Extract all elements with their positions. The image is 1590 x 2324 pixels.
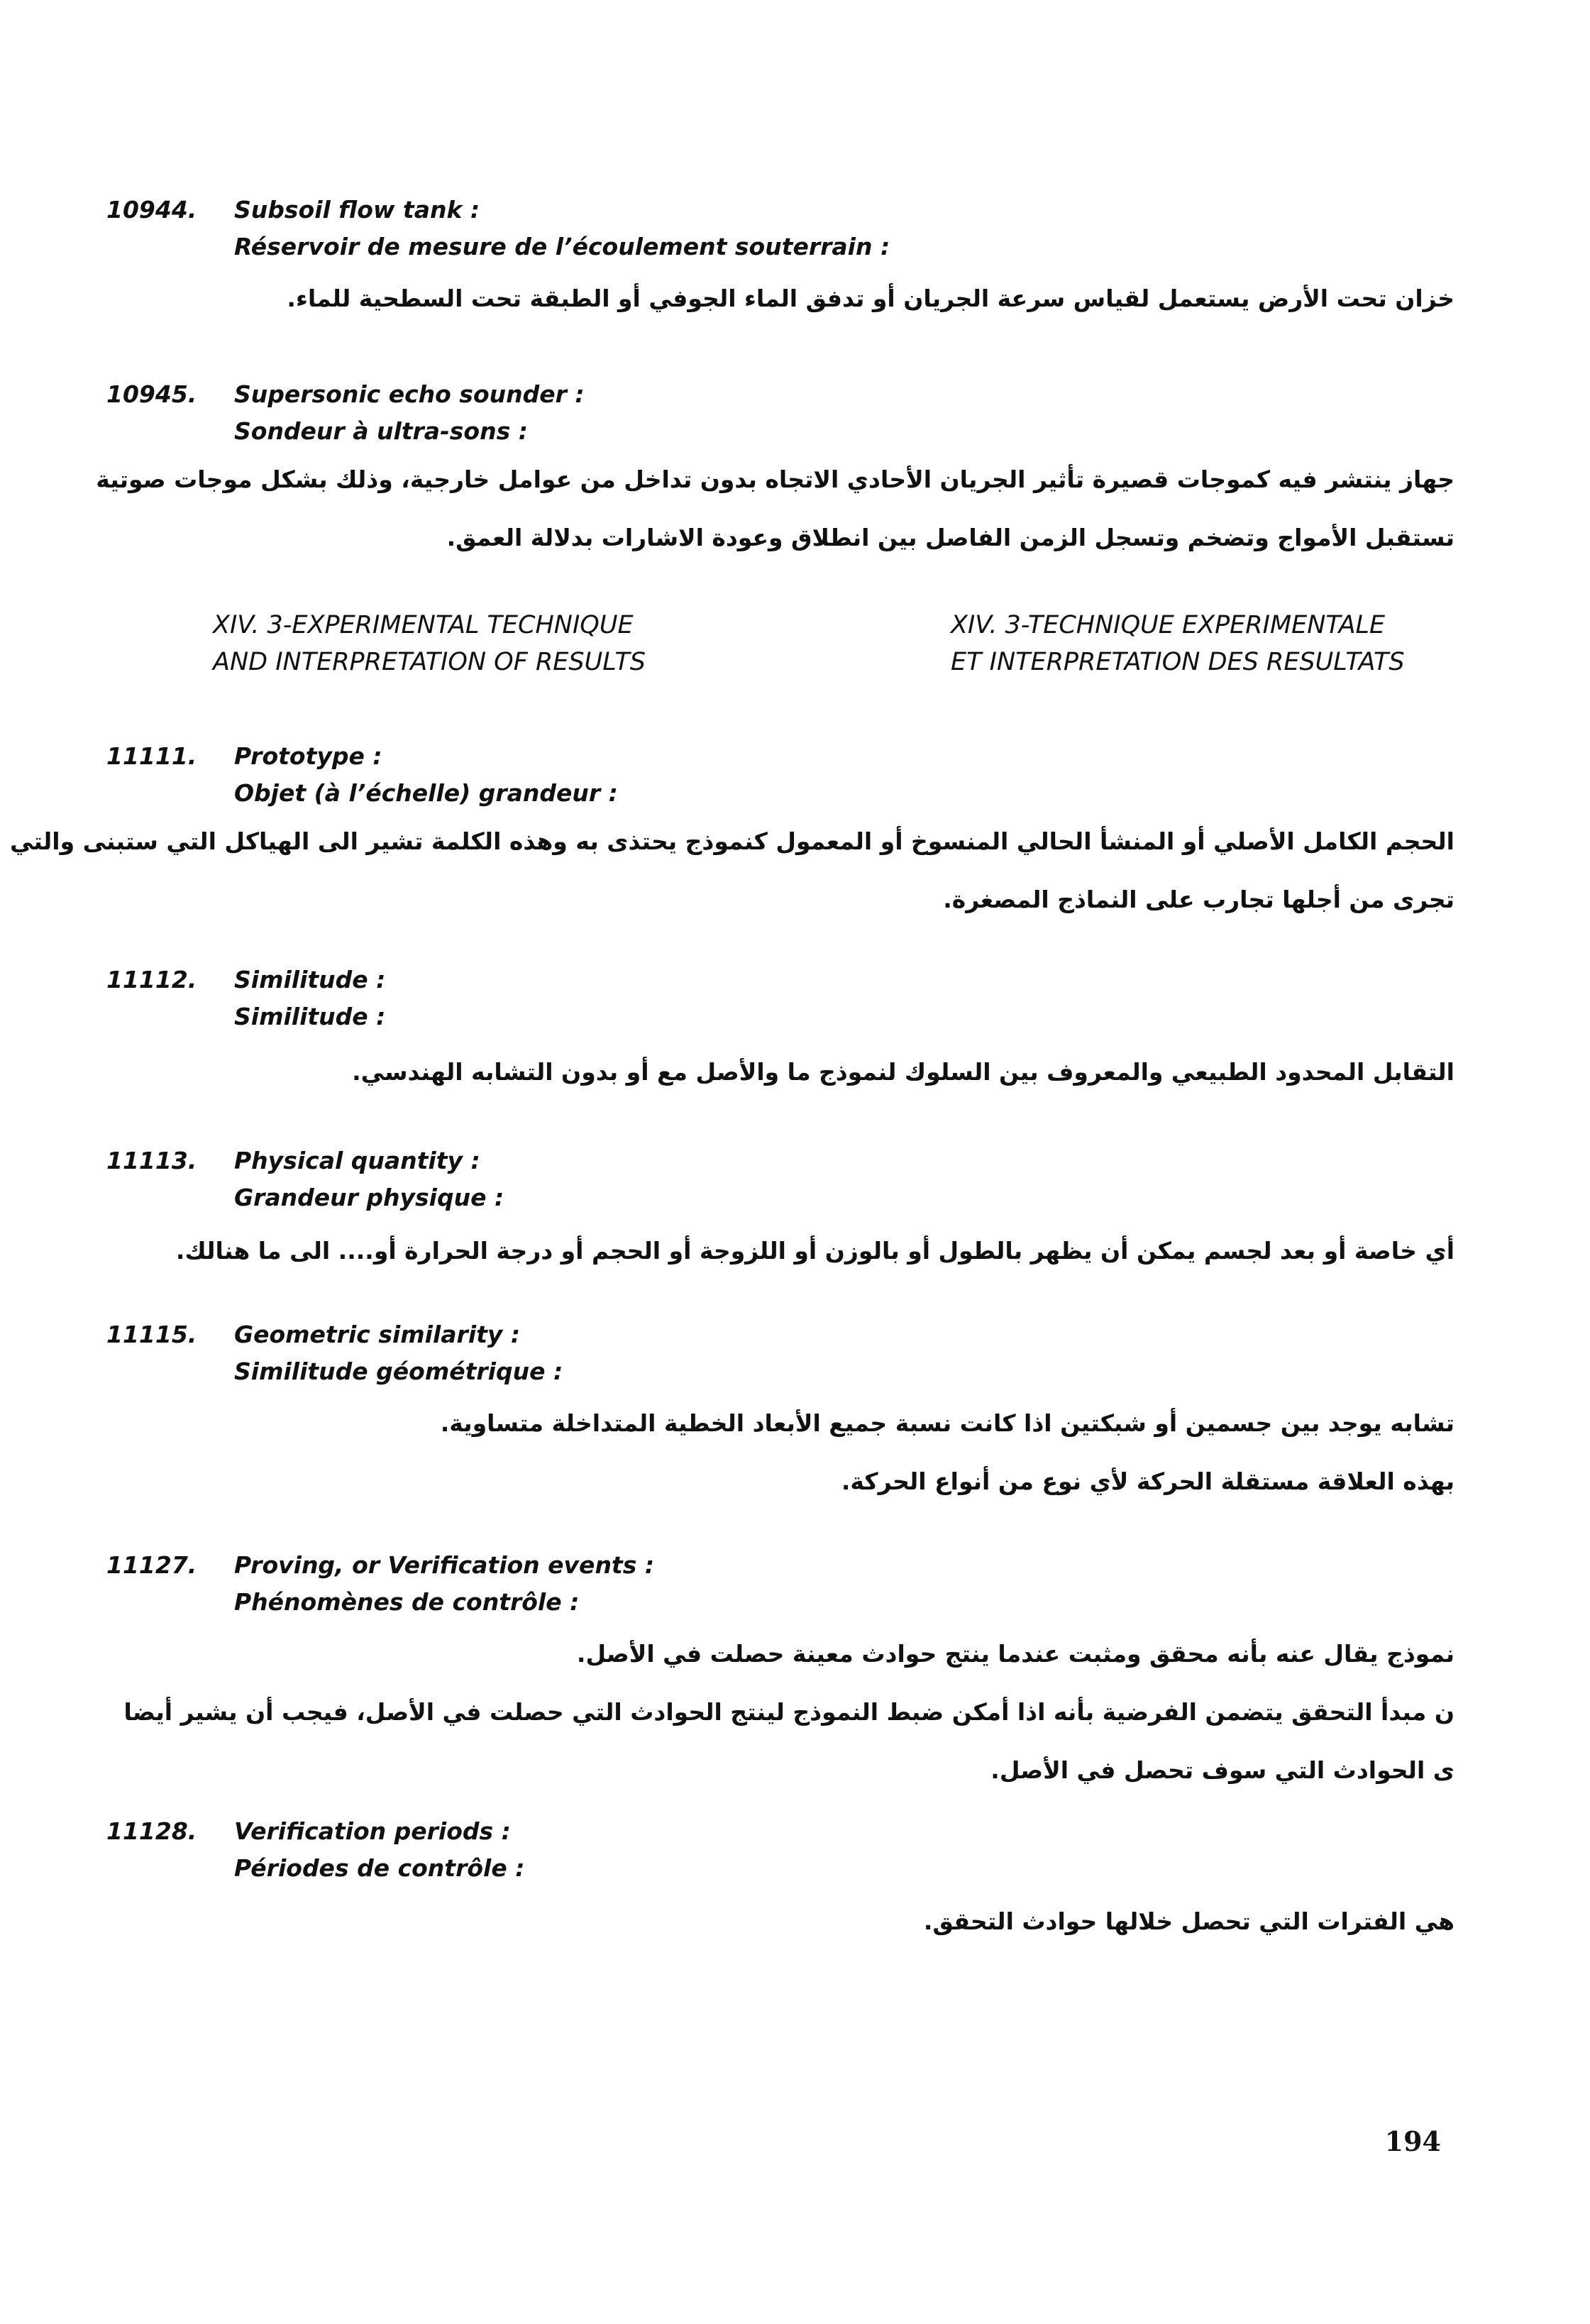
term-french: Similitude : (234, 1003, 386, 1030)
glossary-entry (106, 1316, 1454, 1515)
arabic-line: ى الحوادث التي سوف تحصل في الأصل. (990, 1756, 1454, 1784)
entry-number: 11111. (106, 742, 197, 770)
arabic-definition (10, 813, 1454, 929)
arabic-line: نموذج يقال عنه بأنه محقق ومثبت عندما ينتج حوادث معينة حصلت في الأصل. (576, 1640, 1454, 1668)
arabic-definition (123, 1625, 1454, 1800)
term-english: Verification periods : (234, 1817, 511, 1845)
section-heading-line: ET INTERPRETATION DES RESULTATS (951, 648, 1405, 676)
arabic-line: خزان تحت الأرض يستعمل لقياس سرعة الجريان أو تدفق الماء الجوفي أو الطبقة تحت السطحية للماء. (287, 285, 1454, 312)
entry-number: 11128. (106, 1817, 197, 1845)
arabic-definition (96, 451, 1454, 567)
term-french: Objet (à l’échelle) grandeur : (234, 779, 618, 807)
term-english: Prototype : (234, 742, 382, 770)
term-french: Similitude géométrique : (234, 1357, 563, 1385)
section-heading-line: XIV. 3-EXPERIMENTAL TECHNIQUE (213, 611, 634, 639)
arabic-line: تستقبل الأمواج وتضخم وتسجل الزمن الفاصل بين انطلاق وعودة الاشارات بدلالة العمق. (446, 524, 1454, 551)
arabic-definition (924, 1893, 1454, 1951)
entry-terms (234, 376, 585, 450)
entry-terms (234, 1547, 654, 1621)
term-french: Périodes de contrôle : (234, 1854, 525, 1882)
page-number: 194 (1384, 2125, 1441, 2157)
entry-terms (234, 962, 385, 1035)
glossary-entry (106, 192, 1454, 334)
section-heading-french (951, 607, 1405, 681)
entry-terms (234, 1813, 524, 1887)
entry-number: 10945. (106, 380, 197, 408)
arabic-definition (287, 270, 1454, 328)
entry-terms (234, 192, 890, 265)
glossary-entry (106, 962, 1454, 1103)
arabic-line: جهاز ينتشر فيه كموجات قصيرة تأثير الجريان الأحادي الاتجاه بدون تداخل من عوامل خارجية، وذلك بشكل موجات صوتية (96, 466, 1454, 493)
section-heading-english (213, 607, 646, 681)
arabic-line: أي خاصة أو بعد لجسم يمكن أن يظهر بالطول أو بالوزن أو اللزوجة أو الحجم أو درجة الحرارة أو.... الى ما هنالك. (175, 1237, 1454, 1265)
section-heading-line: AND INTERPRETATION OF RESULTS (213, 648, 646, 676)
term-english: Geometric similarity : (234, 1321, 521, 1348)
entry-terms (234, 1142, 504, 1216)
glossary-entry (106, 1547, 1454, 1802)
entry-terms (234, 1316, 563, 1390)
arabic-definition (352, 1043, 1454, 1101)
section-heading (213, 607, 1447, 685)
arabic-definition (176, 1222, 1454, 1280)
term-english: Physical quantity : (234, 1147, 480, 1174)
glossary-entry (106, 1142, 1454, 1284)
section-heading-line: XIV. 3-TECHNIQUE EXPERIMENTALE (951, 611, 1386, 639)
arabic-line: بهذه العلاقة مستقلة الحركة لأي نوع من أنواع الحركة. (841, 1467, 1454, 1495)
glossary-entry (10, 738, 1454, 937)
entry-number: 11115. (106, 1321, 197, 1348)
arabic-line: الحجم الكامل الأصلي أو المنشأ الحالي المنسوخ أو المعمول كنموذج يحتذى به وهذه الكلمة تشير الى الهياكل التي ستبنى والتي (10, 827, 1454, 855)
glossary-entry (106, 1813, 1454, 1955)
entry-number: 10944. (106, 196, 197, 224)
glossary-entry (96, 376, 1454, 575)
term-french: Réservoir de mesure de l’écoulement souterrain : (234, 233, 890, 260)
arabic-definition (441, 1394, 1454, 1511)
arabic-line: تشابه يوجد بين جسمين أو شبكتين اذا كانت نسبة جميع الأبعاد الخطية المتداخلة متساوية. (440, 1409, 1454, 1437)
arabic-line: ن مبدأ التحقق يتضمن الفرضية بأنه اذا أمكن ضبط النموذج لينتج الحوادث التي حصلت في الأصل، فيجب أن يشير أيضا (123, 1698, 1454, 1726)
term-french: Sondeur à ultra-sons : (234, 417, 528, 445)
term-french: Grandeur physique : (234, 1184, 504, 1211)
entry-terms (234, 738, 618, 812)
term-english: Similitude : (234, 966, 386, 993)
entry-number: 11127. (106, 1551, 197, 1579)
entry-number: 11113. (106, 1147, 197, 1174)
term-french: Phénomènes de contrôle : (234, 1588, 580, 1616)
arabic-line: هي الفترات التي تحصل خلالها حوادث التحقق. (923, 1907, 1454, 1935)
arabic-line: تجرى من أجلها تجارب على النماذج المصغرة. (943, 886, 1454, 913)
term-english: Proving, or Verification events : (234, 1551, 655, 1579)
term-english: Subsoil flow tank : (234, 196, 480, 224)
arabic-line: التقابل المحدود الطبيعي والمعروف بين السلوك لنموذج ما والأصل مع أو بدون التشابه الهندسي. (352, 1058, 1454, 1086)
term-english: Supersonic echo sounder : (234, 380, 585, 408)
entry-number: 11112. (106, 966, 197, 993)
